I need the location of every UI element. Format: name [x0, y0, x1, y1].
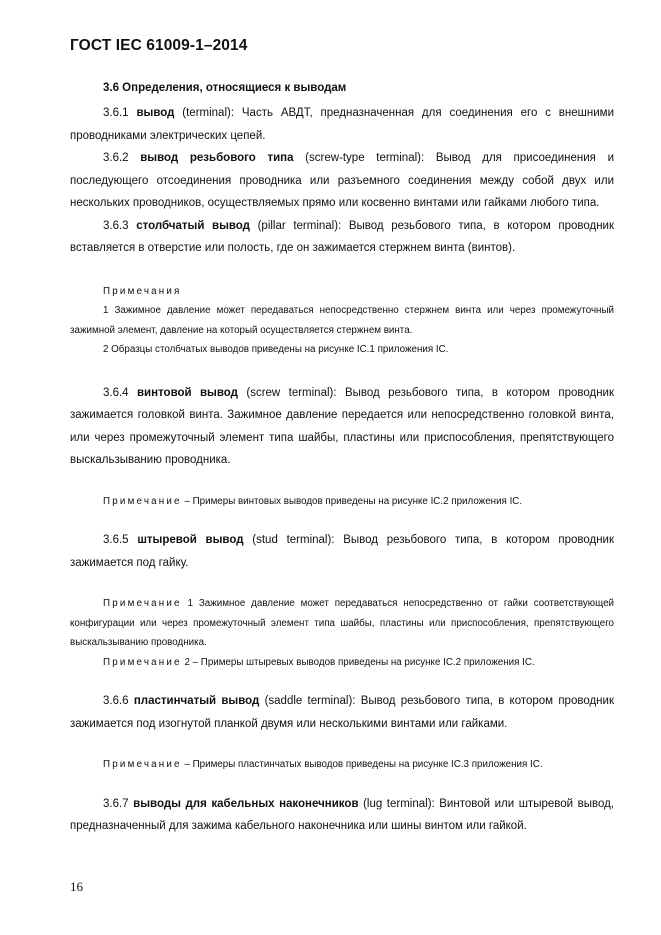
note-block-4	[70, 755, 614, 775]
note-text: – Примеры пластинчатых выводов приведены на рисунке IC.3 приложения IC.	[181, 759, 543, 770]
definition-text: (screw terminal): Вывод резьбового типа, в котором проводник зажимается головкой винта. Зажимное давление передается или непосредственно головкой винта, или через промежуточный элемент типа шайбы, пластины или приспособления, препятствующего выскальзыванию проводника.	[70, 386, 614, 466]
clause-number: 3.6.5	[103, 534, 129, 546]
clause-number: 3.6.6	[103, 695, 129, 707]
definition-3-6-6	[70, 690, 614, 735]
clause-number: 3.6.1	[103, 107, 129, 119]
term: штыревой вывод	[137, 534, 244, 546]
note-text: 2 – Примеры штыревых выводов приведены на рисунке IC.2 приложения IC.	[181, 656, 535, 668]
note-label: Примечание	[103, 656, 182, 668]
document-body	[70, 80, 614, 838]
definition-3-6-3	[70, 215, 614, 260]
term: выводы для кабельных наконечников	[133, 797, 359, 810]
term: вывод резьбового типа	[140, 152, 294, 164]
definition-text: (lug terminal): Винтовой или штыревой вывод, предназначенный для зажима кабельного наконечника или шины винтом или гайкой.	[70, 797, 614, 832]
definition-3-6-1	[70, 102, 614, 147]
note-item: 2 Образцы столбчатых выводов приведены на рисунке IC.1 приложения IC.	[103, 344, 449, 355]
clause-number: 3.6.7	[103, 797, 129, 810]
definition-text: (terminal): Часть АВДТ, предназначенная для соединения его с внешними проводниками электрических цепей.	[70, 107, 614, 142]
note-item	[70, 653, 614, 673]
note-item	[70, 594, 614, 653]
clause-number: 3.6.4	[103, 386, 129, 399]
term: винтовой вывод	[136, 386, 238, 399]
term: пластинчатый вывод	[133, 695, 260, 707]
section-title: 3.6 Определения, относящиеся к выводам	[103, 82, 347, 94]
note-text: – Примеры винтовых выводов приведены на рисунке IC.2 приложения IC.	[181, 495, 523, 507]
note-block-2	[70, 492, 614, 512]
note-text: 1 Зажимное давление может передаваться непосредственно от гайки соответствующей конфигурации или через промежуточный элемент типа шайбы, пластины или приспособления, препятствующего выскальзыванию проводника.	[70, 598, 614, 648]
term: вывод	[136, 107, 175, 119]
note-label: Примечание	[103, 759, 182, 770]
note-heading: Примечания	[103, 285, 182, 297]
clause-number: 3.6.3	[103, 219, 129, 232]
note-label: Примечание	[103, 495, 182, 507]
page-number: 16	[70, 879, 83, 894]
definition-3-6-2	[70, 147, 614, 215]
definition-text: (saddle terminal): Вывод резьбового типа, в котором проводник зажимается под изогнутой планкой двумя или несколькими винтами или гайками.	[70, 695, 614, 730]
note-block-1	[70, 282, 614, 360]
definition-3-6-4	[70, 382, 614, 472]
definition-3-6-5	[70, 529, 614, 574]
definition-text: (stud terminal): Вывод резьбового типа, в котором проводник зажимается под гайку.	[70, 534, 615, 569]
term: столбчатый вывод	[136, 219, 250, 232]
definition-text: (screw-type terminal): Вывод для присоединения и последующего отсоединения проводника или разъемного соединения между собой двух или нескольких проводников, осуществляемых прямо или косвенно винтами или гайками любого типа.	[70, 152, 614, 209]
definition-3-6-7	[70, 793, 614, 838]
document-header: ГОСТ IEC 61009-1–2014	[70, 37, 248, 54]
note-label: Примечание	[103, 598, 182, 609]
note-block-3	[70, 594, 614, 672]
note-item: 1 Зажимное давление может передаваться непосредственно стержнем винта или через промежуточный зажимной элемент, давление на который осуществляется стержнем винта.	[70, 305, 614, 336]
clause-number: 3.6.2	[103, 152, 129, 164]
definition-text: (pillar terminal): Вывод резьбового типа, в котором проводник вставляется в отверстие или полость, где он зажимается стержнем винта (винтов).	[70, 219, 615, 254]
